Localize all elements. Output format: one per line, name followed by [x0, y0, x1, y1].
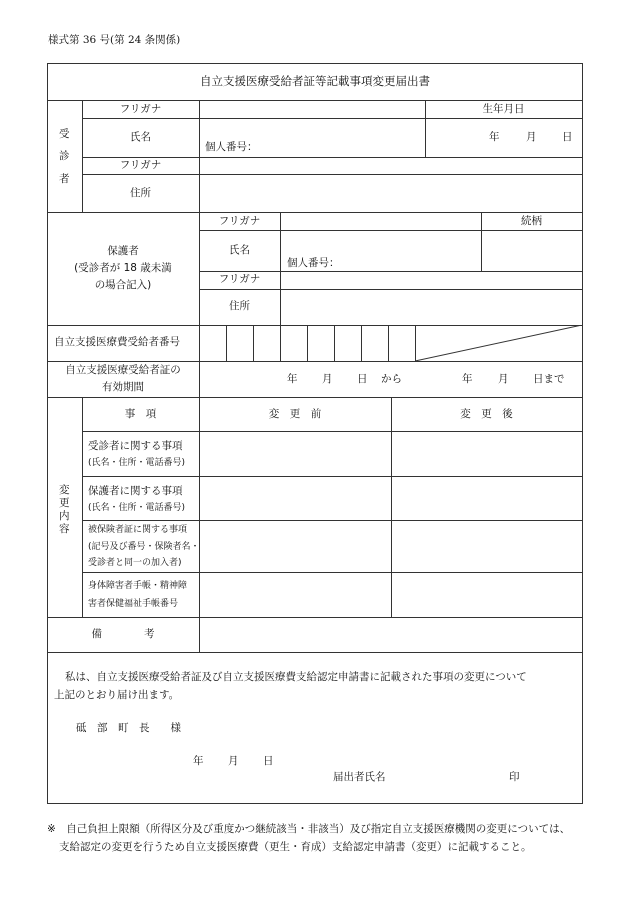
validity-field[interactable]: [200, 362, 582, 397]
guardian-name-field[interactable]: [281, 231, 480, 270]
form-number: 様式第 36 号(第 24 条関係): [48, 34, 181, 46]
patient-name-label: 氏名: [130, 131, 151, 143]
patient-label-3: 者: [59, 173, 70, 185]
guardian-label-3: の場合記入): [94, 279, 152, 291]
patient-address-label: 住所: [130, 187, 151, 199]
declaration-line-2: 上記のとおり届け出ます。: [54, 689, 180, 701]
declaration-line-1: 私は、自立支援医療受給者証及び自立支援医療費支給認定申請書に記載された事項の変更について: [65, 671, 527, 683]
before-header: 変 更 前: [268, 408, 322, 420]
patient-furigana-label: フリガナ: [119, 103, 162, 115]
applicant-name-field[interactable]: [400, 766, 500, 786]
after-header: 変 更 後: [460, 408, 513, 420]
date-year-unit: 年: [193, 755, 204, 767]
guardian-furigana-label: フリガナ: [218, 215, 261, 227]
changes-label-3: 内: [59, 510, 70, 522]
remarks-label: 備 考: [91, 628, 155, 640]
birth-day-unit: 日: [562, 131, 573, 143]
change-row-sub: 害者保健福祉手帳番号: [88, 599, 179, 609]
note-line-2: 支給認定の変更を行うため自立支援医療費（更生・育成）支給認定申請書（変更）に記載すること。: [59, 841, 532, 853]
patient-furigana2-label: フリガナ: [119, 159, 162, 171]
guardian-address-field[interactable]: [281, 290, 582, 325]
change-row-title: 保護者に関する事項: [88, 485, 183, 497]
validity-label-2: 有効期間: [102, 381, 144, 393]
validity-from-month: 月: [322, 373, 333, 385]
birth-month-unit: 月: [526, 131, 537, 143]
date-day-unit: 日: [263, 755, 274, 767]
validity-to-year: 年: [462, 373, 473, 385]
guardian-relation-label: 続柄: [521, 215, 542, 227]
patient-birthdate-field[interactable]: [426, 119, 582, 156]
guardian-label-2: (受診者が 18 歳未満: [74, 262, 172, 274]
changes-label-1: 変: [59, 484, 70, 496]
change-row-title: 身体障害者手帳・精神障: [88, 581, 188, 591]
patient-label-1: 受: [59, 128, 70, 140]
birthdate-label: 生年月日: [482, 103, 525, 115]
patient-address-field[interactable]: [200, 175, 582, 212]
addressee: 砥 部 町 長 様: [76, 722, 181, 734]
guardian-furigana2-label: フリガナ: [218, 273, 261, 285]
guardian-relation-field[interactable]: [482, 231, 582, 270]
recipient-number-label: 自立支援医療費受給者番号: [54, 336, 180, 348]
before-fields[interactable]: [200, 432, 390, 617]
guardian-label-1: 保護者: [107, 245, 139, 257]
guardian-name-label: 氏名: [229, 244, 250, 256]
patient-label-2: 診: [59, 150, 70, 162]
change-row-title: 受診者に関する事項: [88, 440, 183, 452]
applicant-name-label: 届出者氏名: [333, 771, 386, 783]
guardian-address-label: 住所: [229, 300, 250, 312]
change-row-sub: 受診者と同一の加入者): [88, 558, 182, 568]
note-line-1: ※ 自己負担上限額（所得区分及び重度かつ継続該当・非該当）及び指定自立支援医療機関の変更については、: [47, 823, 571, 835]
recipient-number-boxes[interactable]: [200, 326, 415, 361]
patient-name-field[interactable]: [200, 119, 424, 156]
change-row-sub: (氏名・住所・電話番号): [88, 458, 186, 468]
seal-mark: 印: [509, 771, 520, 783]
changes-label-4: 容: [59, 523, 70, 535]
diagonal-strike: [415, 325, 583, 362]
birth-year-unit: 年: [489, 131, 500, 143]
validity-to-day: 日まで: [533, 373, 565, 385]
remarks-field[interactable]: [200, 618, 582, 652]
change-row-sub: (氏名・住所・電話番号): [88, 503, 186, 513]
change-row-sub: (記号及び番号・保険者名・: [88, 542, 200, 552]
validity-from-word: から: [381, 373, 402, 385]
date-month-unit: 月: [228, 755, 239, 767]
patient-personal-number-label: 個人番号：: [205, 141, 258, 153]
changes-label-2: 更: [59, 497, 70, 509]
validity-from-day: 日: [357, 373, 368, 385]
change-row-title: 被保険者証に関する事項: [88, 525, 188, 535]
validity-label-1: 自立支援医療受給者証の: [65, 364, 181, 376]
after-fields[interactable]: [392, 432, 582, 617]
guardian-personal-number-label: 個人番号：: [287, 257, 340, 269]
form-title: 自立支援医療受給者証等記載事項変更届出書: [200, 74, 430, 88]
validity-from-year: 年: [287, 373, 298, 385]
item-header: 事 項: [124, 408, 157, 420]
validity-to-month: 月: [498, 373, 509, 385]
